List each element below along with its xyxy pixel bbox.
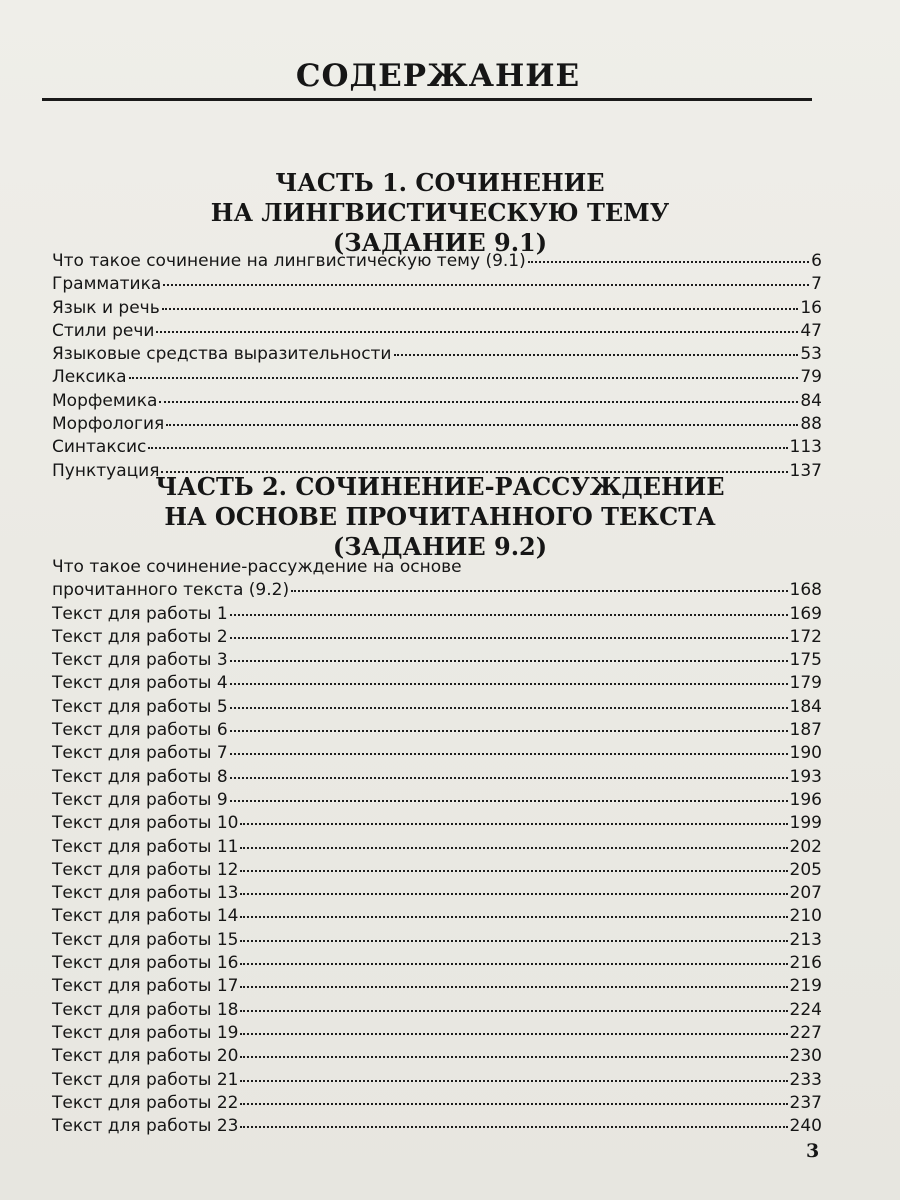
dot-leader	[240, 823, 787, 825]
page-title: СОДЕРЖАНИЕ	[295, 58, 581, 94]
toc-entry-page: 219	[789, 976, 822, 997]
toc-entry-page: 47	[800, 320, 822, 341]
toc-entry-page: 216	[789, 953, 822, 974]
toc-entry-page: 172	[789, 626, 822, 647]
dot-leader	[240, 1056, 787, 1058]
toc-entry-label: Язык и речь	[52, 297, 160, 318]
toc-entry[interactable]	[52, 719, 822, 742]
toc-entry-page: 84	[800, 390, 822, 411]
dot-leader	[528, 261, 809, 263]
toc-entry[interactable]	[52, 366, 822, 389]
toc-entry-page: 190	[789, 743, 822, 764]
toc-entry[interactable]	[52, 1092, 822, 1115]
toc-entry[interactable]	[52, 273, 822, 296]
page-number: 3	[806, 1140, 820, 1162]
toc-entry-label: Пунктуация	[52, 460, 160, 481]
toc-entry-page: 210	[789, 906, 822, 927]
toc-entry[interactable]	[52, 320, 822, 343]
toc-entry-label: Текст для работы 22	[52, 1092, 239, 1113]
toc-entry-page: 6	[811, 251, 822, 271]
toc-entry-page: 240	[789, 1116, 822, 1137]
toc-entry[interactable]	[52, 812, 822, 835]
toc-entry-label: Текст для работы 8	[52, 766, 228, 787]
dot-leader	[230, 614, 788, 616]
dot-leader	[240, 1010, 787, 1012]
toc-entry-page: 187	[789, 720, 822, 741]
toc-entry-page: 202	[789, 836, 822, 857]
toc-entry-label: Текст для работы 23	[52, 1116, 239, 1137]
dot-leader	[230, 683, 788, 685]
dot-leader	[240, 986, 787, 988]
toc-entry[interactable]	[52, 1069, 822, 1092]
toc-entry-label: Текст для работы 3	[52, 650, 228, 671]
toc-entry[interactable]	[52, 1115, 822, 1138]
dot-leader	[240, 963, 787, 965]
toc-entry-label: Текст для работы 5	[52, 696, 228, 717]
toc-entry-page: 7	[811, 274, 822, 295]
dot-leader	[240, 1080, 787, 1082]
toc-entry[interactable]	[52, 696, 822, 719]
toc-entry[interactable]	[52, 250, 822, 273]
toc-entry-page: 137	[789, 460, 822, 481]
dot-leader	[240, 870, 787, 872]
part2-title-line-2: НА ОСНОВЕ ПРОЧИТАННОГО ТЕКСТА	[164, 502, 716, 531]
toc-entry-label: Стили речи	[52, 320, 155, 341]
part1-title	[60, 168, 820, 258]
part1-title-line-3: (ЗАДАНИЕ 9.1)	[332, 228, 548, 257]
toc-entry-page: 227	[789, 1022, 822, 1043]
toc-entry[interactable]	[52, 626, 822, 649]
toc-entry-label: Текст для работы 13	[52, 883, 239, 904]
toc-entry[interactable]	[52, 905, 822, 928]
part2-toc	[52, 556, 822, 1138]
toc-entry-page: 230	[789, 1046, 822, 1067]
toc-entry[interactable]	[52, 742, 822, 765]
toc-entry[interactable]	[52, 413, 822, 436]
dot-leader	[240, 940, 787, 942]
toc-entry-label: Текст для работы 1	[52, 603, 228, 624]
toc-entry-label: Текст для работы 10	[52, 813, 239, 834]
dot-leader	[129, 377, 799, 379]
toc-entry-label: Текст для работы 12	[52, 859, 239, 880]
toc-entry-page: 88	[800, 414, 822, 435]
dot-leader	[240, 1033, 787, 1035]
toc-entry-page: 16	[800, 297, 822, 318]
toc-entry-label: Текст для работы 2	[52, 626, 228, 647]
toc-entry-page: 237	[789, 1092, 822, 1113]
toc-entry-label: Текст для работы 20	[52, 1046, 239, 1067]
toc-entry[interactable]	[52, 999, 822, 1022]
toc-entry-label: Текст для работы 11	[52, 836, 239, 857]
toc-entry[interactable]	[52, 1022, 822, 1045]
toc-entry-label: Синтаксис	[52, 437, 147, 458]
dot-leader	[163, 284, 809, 286]
part1-toc	[52, 250, 822, 483]
part2-title-line-3: (ЗАДАНИЕ 9.2)	[332, 532, 548, 561]
dot-leader	[230, 637, 788, 639]
toc-entry[interactable]	[52, 952, 822, 975]
toc-entry[interactable]	[52, 766, 822, 789]
dot-leader	[230, 753, 788, 755]
toc-entry[interactable]	[52, 859, 822, 882]
title-underline	[42, 98, 812, 101]
toc-entry-label: Морфология	[52, 414, 165, 435]
dot-leader	[240, 893, 787, 895]
toc-entry-page: 199	[789, 813, 822, 834]
dot-leader	[166, 424, 798, 426]
dot-leader	[162, 308, 799, 310]
toc-entry-label: Текст для работы 7	[52, 743, 228, 764]
part1-title-line-1: ЧАСТЬ 1. СОЧИНЕНИЕ	[275, 168, 605, 197]
dot-leader	[159, 401, 798, 403]
toc-entry-label: Текст для работы 17	[52, 976, 239, 997]
toc-entry-page: 213	[789, 929, 822, 950]
dot-leader	[240, 916, 787, 918]
toc-entry-page: 184	[789, 696, 822, 717]
toc-entry-label: Текст для работы 14	[52, 906, 239, 927]
toc-entry[interactable]	[52, 603, 822, 626]
toc-entry[interactable]	[52, 789, 822, 812]
dot-leader	[394, 354, 799, 356]
toc-intro-line: Что такое сочинение-рассуждение на основе	[52, 557, 462, 577]
toc-entry[interactable]	[52, 579, 822, 602]
toc-entry-label: Текст для работы 15	[52, 929, 239, 950]
part1-title-line-2: НА ЛИНГВИСТИЧЕСКУЮ ТЕМУ	[210, 198, 670, 227]
toc-entry[interactable]	[52, 1045, 822, 1068]
dot-leader	[240, 1126, 787, 1128]
toc-entry[interactable]	[52, 297, 822, 320]
toc-entry-page: 207	[789, 883, 822, 904]
toc-entry[interactable]	[52, 882, 822, 905]
dot-leader	[230, 800, 788, 802]
toc-entry[interactable]	[52, 929, 822, 952]
toc-entry-page: 196	[789, 789, 822, 810]
toc-entry-page: 79	[800, 367, 822, 388]
toc-entry-label: Текст для работы 16	[52, 953, 239, 974]
toc-entry-label: Языковые средства выразительности	[52, 344, 392, 365]
dot-leader	[291, 590, 787, 592]
dot-leader	[240, 847, 787, 849]
dot-leader	[148, 447, 787, 449]
toc-entry[interactable]	[52, 836, 822, 859]
toc-entry-label: Текст для работы 9	[52, 789, 228, 810]
toc-entry-page: 193	[789, 766, 822, 787]
toc-entry-label: Текст для работы 6	[52, 720, 228, 741]
toc-entry-label: Текст для работы 18	[52, 999, 239, 1020]
toc-entry-page: 233	[789, 1069, 822, 1090]
toc-entry-label: Текст для работы 19	[52, 1022, 239, 1043]
part2-title-line-1: ЧАСТЬ 2. СОЧИНЕНИЕ-РАССУЖДЕНИЕ	[155, 472, 725, 501]
toc-entry-label: Что такое сочинение на лингвистическую тему (9.1)	[52, 251, 526, 271]
toc-entry-page: 205	[789, 859, 822, 880]
dot-leader	[230, 660, 788, 662]
dot-leader	[240, 1103, 787, 1105]
toc-entry[interactable]	[52, 975, 822, 998]
toc-entry-page: 168	[789, 580, 822, 601]
toc-entry-page: 169	[789, 603, 822, 624]
toc-entry[interactable]	[52, 649, 822, 672]
toc-entry[interactable]	[52, 436, 822, 459]
dot-leader	[230, 707, 788, 709]
toc-entry-label: Текст для работы 4	[52, 673, 228, 694]
toc-entry-label: Морфемика	[52, 390, 158, 411]
toc-entry-label: прочитанного текста (9.2)	[52, 580, 290, 601]
toc-entry-label: Грамматика	[52, 274, 162, 295]
dot-leader	[156, 331, 798, 333]
toc-entry-label: Текст для работы 21	[52, 1069, 239, 1090]
toc-entry-page: 179	[789, 673, 822, 694]
toc-entry[interactable]	[52, 343, 822, 366]
toc-entry-label: Лексика	[52, 367, 127, 388]
dot-leader	[230, 777, 788, 779]
toc-entry-page: 53	[800, 344, 822, 365]
toc-entry-page: 175	[789, 650, 822, 671]
toc-entry-page: 113	[789, 437, 822, 458]
dot-leader	[230, 730, 788, 732]
part2-title	[60, 472, 820, 562]
toc-entry-page: 224	[789, 999, 822, 1020]
toc-entry[interactable]	[52, 672, 822, 695]
toc-entry[interactable]	[52, 390, 822, 413]
